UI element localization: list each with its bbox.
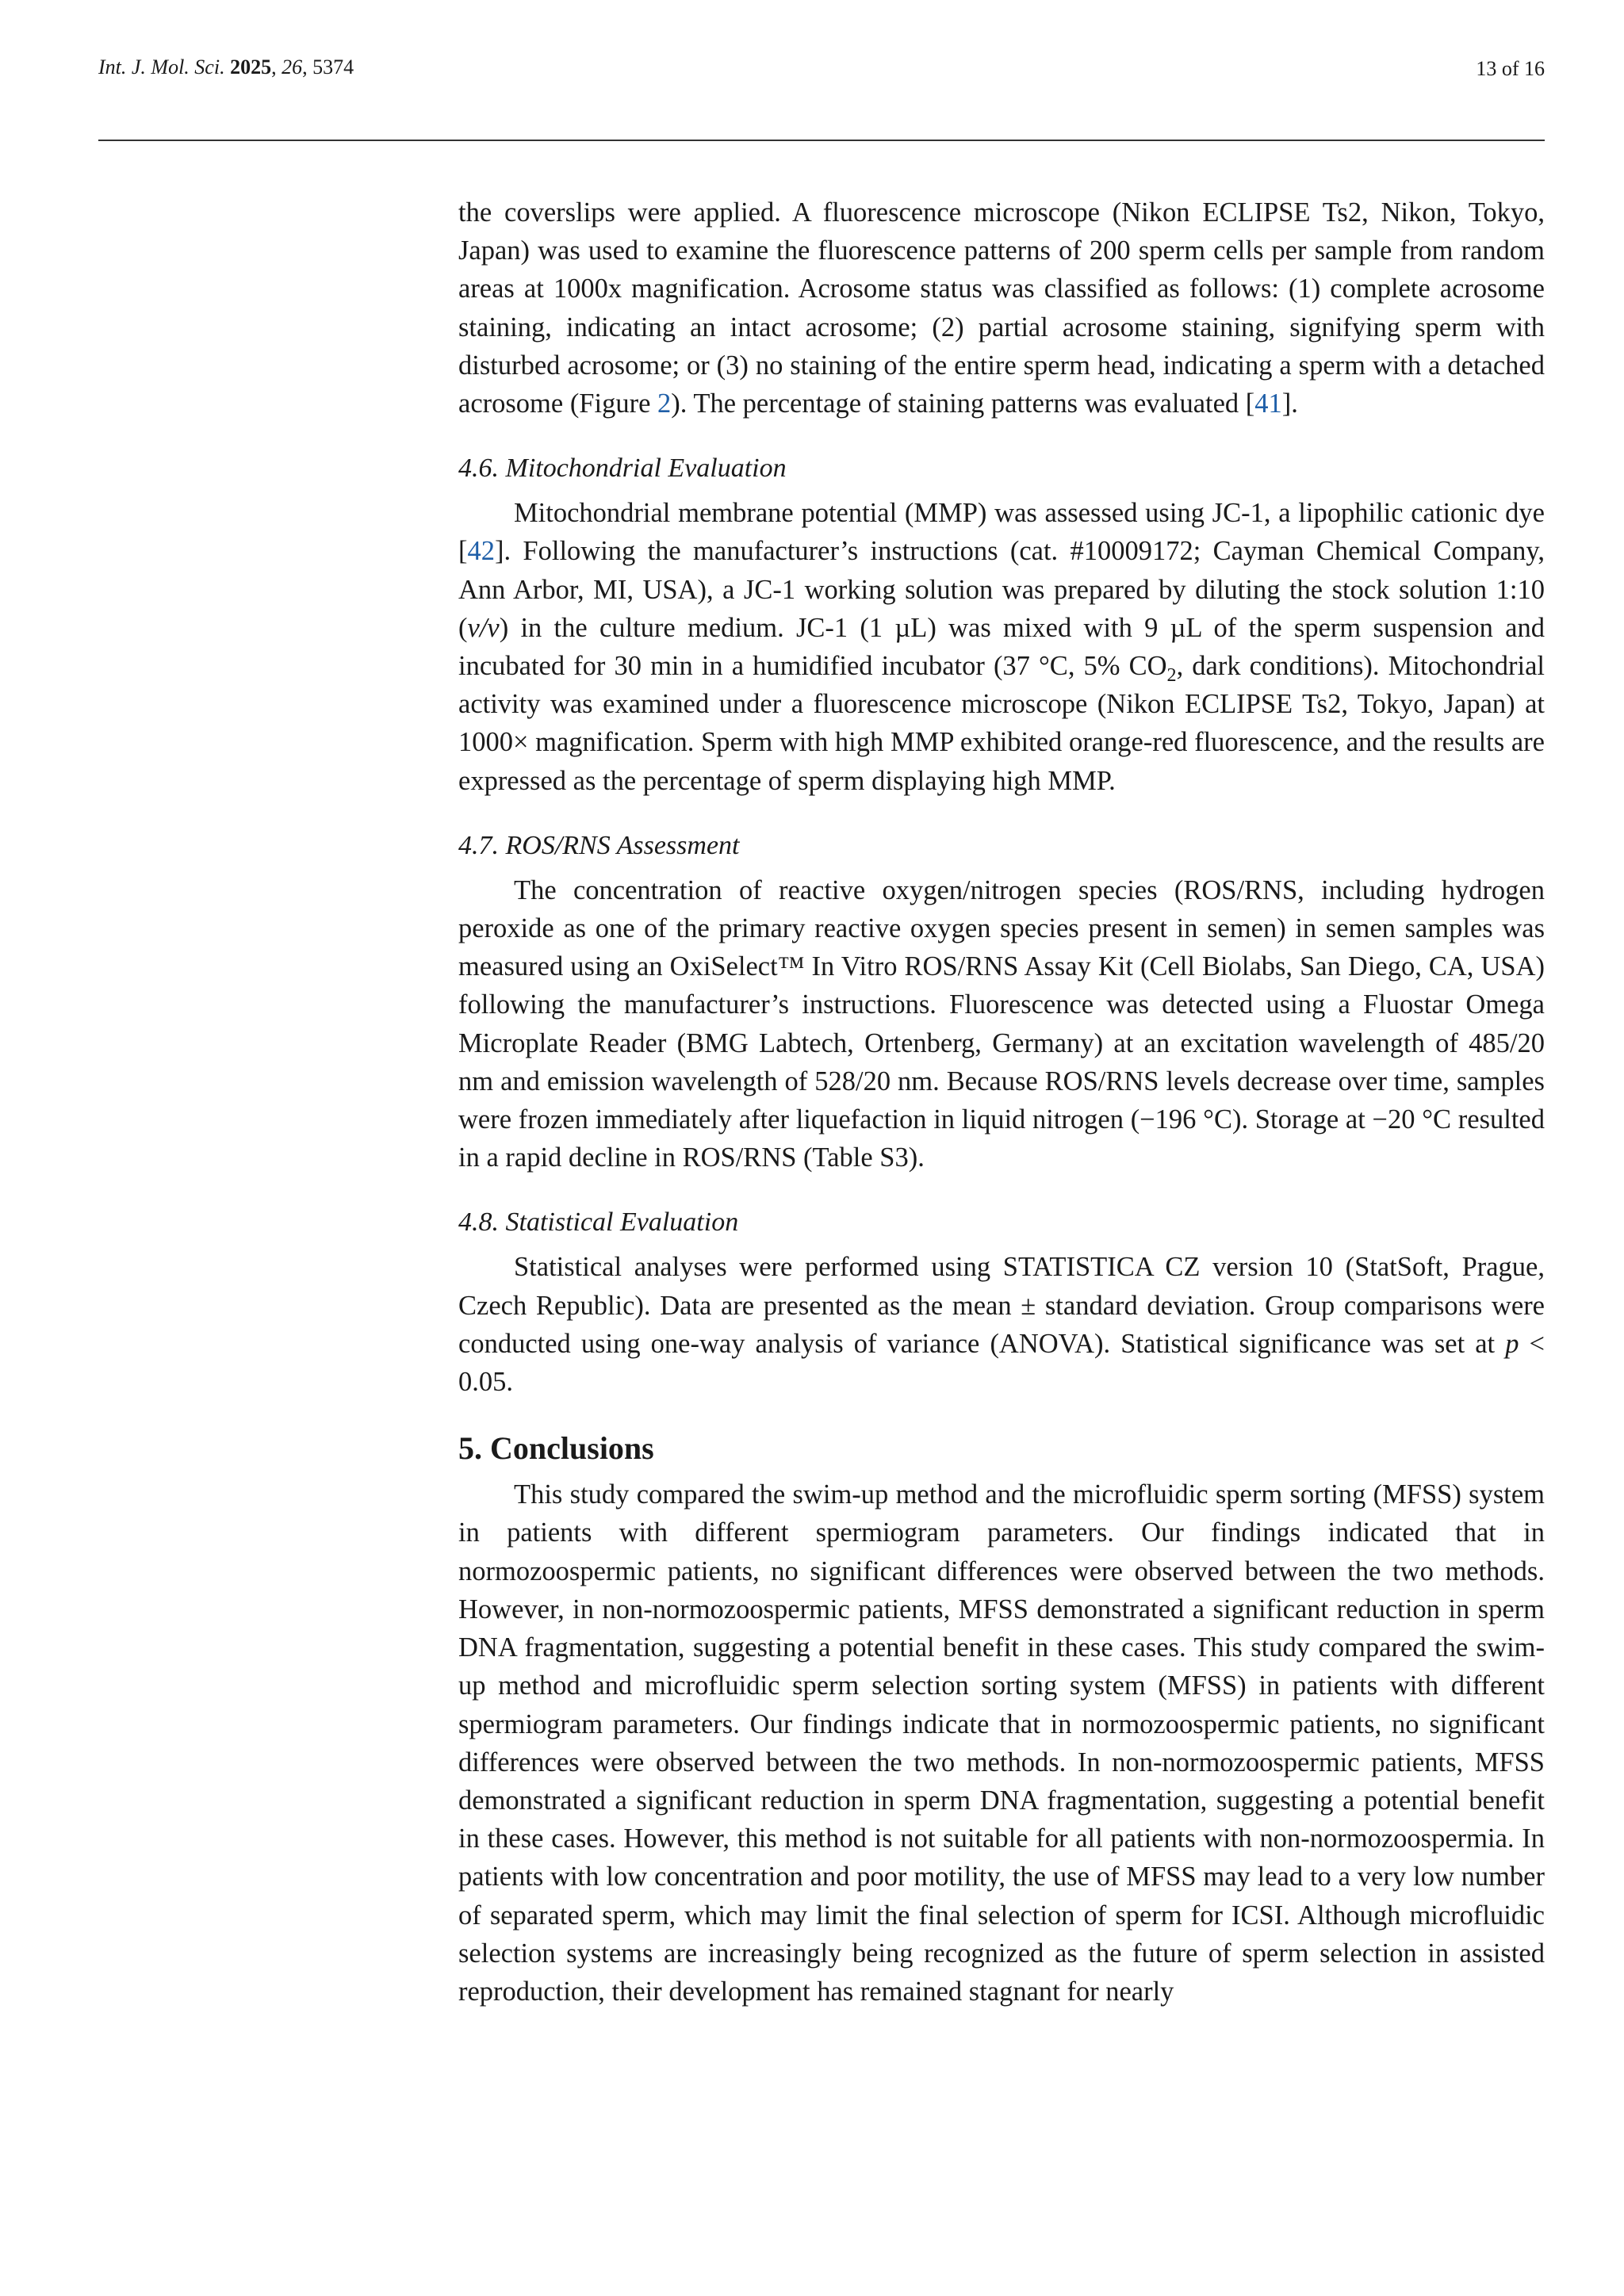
page-number: 13 of 16 [1476,57,1545,80]
journal-abbrev: Int. J. Mol. Sci. [98,55,225,78]
citation-link[interactable]: 42 [467,536,495,567]
heading-conclusions: 5. Conclusions [458,1430,654,1467]
paragraph-statistics: Statistical analyses were performed using STATISTICA CZ version 10 (StatSoft, Prague, Czech Republic). Data are presented as the mean ± standard deviation. Group comparisons were conducted using one-way analysis of variance (ANOVA). Statistical significance was set at p < 0.05. [458,1252,1545,1398]
page-body [458,193,1545,2011]
paragraph-conclusions: This study compared the swim-up method and the microfluidic sperm sorting (MFSS) system in patients with different spermiogram parameters. Our findings indicated that in normozoospermic patients, no significant differences were observed between the two methods. However, in non-normozoospermic patients, MFSS demonstrated a significant reduction in sperm DNA fragmentation, suggesting a potential benefit in these cases. This study compared the swim-up method and microfluidic sperm selection sorting system (MFSS) in patients with different spermiogram parameters. Our findings indicate that in normozoospermic patients, no significant differences were observed between the two methods. In non-normozoospermic patients, MFSS demonstrated a significant reduction in sperm DNA fragmentation, suggesting a potential benefit in these cases. However, this method is not suitable for all patients with non-normozoospermia. In patients with low concentration and poor motility, the use of MFSS may lead to a very low number of separated sperm, which may limit the final selection of sperm for ICSI. Although microfluidic selection systems are increasingly being recognized as the future of sperm selection in assisted reproduction, their development has remained stagnant for nearly [458,1479,1545,2007]
paragraph-ros-rns: The concentration of reactive oxygen/nitrogen species (ROS/RNS, including hydrogen peroxide as one of the primary reactive oxygen species present in semen) in semen samples was measured using an OxiSelect™ In Vitro ROS/RNS Assay Kit (Cell Biolabs, San Diego, CA, USA) following the manufacturer’s instructions. Fluorescence was detected using a Fluostar Omega Microplate Reader (BMG Labtech, Ortenberg, Germany) at an excitation wavelength of 485/20 nm and emission wavelength of 528/20 nm. Because ROS/RNS levels decrease over time, samples were frozen immediately after liquefaction in liquid nitrogen (−196 °C). Storage at −20 °C resulted in a rapid decline in ROS/RNS (Table S3). [458,874,1545,1173]
running-header [98,49,1545,86]
journal-citation: Int. J. Mol. Sci. 2025, 26, 5374 [98,55,354,78]
figure-link[interactable]: 2 [657,388,672,419]
citation-link[interactable]: 41 [1254,388,1282,419]
journal-year: 2025 [230,55,272,78]
co2-subscript: 2 [1166,664,1177,686]
heading-4-6: 4.6. Mitochondrial Evaluation [458,453,787,484]
ratio-vv: v/v [467,612,500,643]
heading-4-8: 4.8. Statistical Evaluation [458,1207,739,1238]
header-rule [98,140,1545,141]
p-value-symbol: p [1505,1328,1519,1359]
article-number: 5374 [312,55,354,78]
paragraph-mitochondrial: Mitochondrial membrane potential (MMP) was assessed using JC-1, a lipophilic cationic dye [42]. Following the manufacturer’s instructions (cat. #10009172; Cayman Chemical Company, Ann Arbor, MI, USA), a JC-1 working solution was prepared by diluting the stock solution 1:10 (v/v) in the culture medium. JC-1 (1 µL) was mixed with 9 µL of the sperm suspension and incubated for 30 min in a humidified incubator (37 °C, 5% $CO_2$, dark conditions). Mitochondrial activity was examined under a fluorescence microscope (Nikon ECLIPSE Ts2, Tokyo, Japan) at 1000× magnification. Sperm with high MMP exhibited orange-red fluorescence, and the results are expressed as the percentage of sperm displaying high MMP. [458,498,1545,796]
paragraph-acrosome-status: the coverslips were applied. A fluorescence microscope (Nikon ECLIPSE Ts2, Nikon, Tokyo, Japan) was used to examine the fluorescence patterns of 200 sperm cells per sample from random areas at 1000x magnification. Acrosome status was classified as follows: (1) complete acrosome staining, indicating an intact acrosome; (2) partial acrosome staining, signifying sperm with disturbed acrosome; or (3) no staining of the entire sperm head, indicating a sperm with a detached acrosome (Figure 2). The percentage of staining patterns was evaluated [41]. [458,197,1545,419]
journal-volume: 26 [282,55,303,78]
heading-4-7: 4.7. ROS/RNS Assessment [458,830,740,860]
